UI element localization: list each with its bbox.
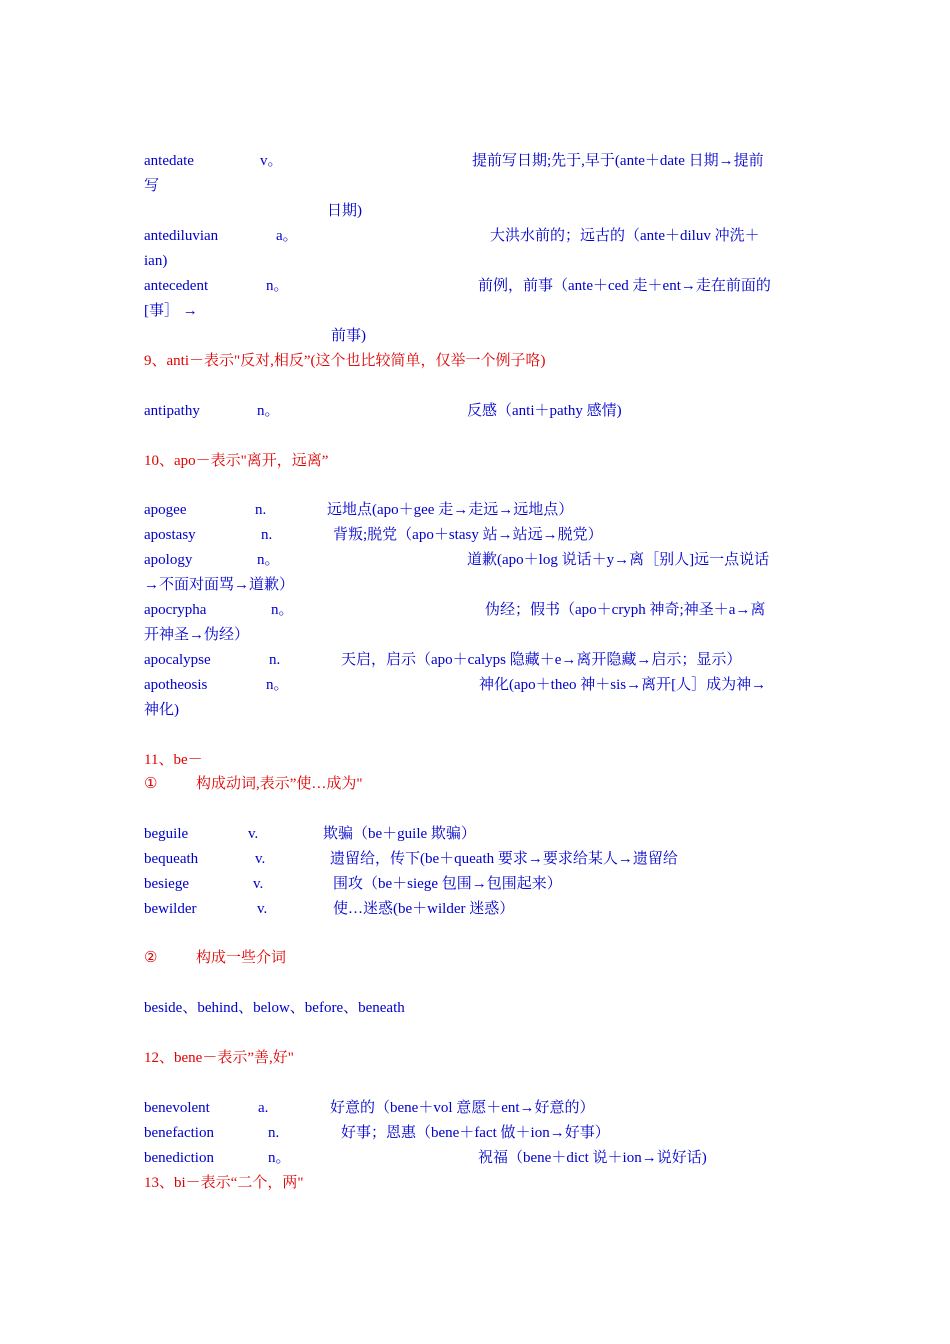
- part-of-speech: n。: [268, 1150, 291, 1166]
- definition: 伪经；假书（apo＋cryph 神奇;神圣＋a→离: [485, 602, 766, 618]
- definition: 祝福（bene＋dict 说＋ion→说好话): [478, 1150, 707, 1166]
- definition: 好意的（bene＋vol 意愿＋ent→好意的）: [330, 1100, 595, 1116]
- definition: 道歉(apo＋log 说话＋y→离［别人]远一点说话: [467, 552, 770, 568]
- part-of-speech: n.: [269, 652, 281, 668]
- definition-continued: 前事): [331, 328, 366, 344]
- subsection-heading: 构成动词,表示”使…成为": [196, 776, 363, 792]
- definition-continued: ian): [144, 253, 168, 269]
- section-heading: 13、bi－表示“二个，两": [144, 1175, 304, 1191]
- word: antecedent: [144, 278, 209, 294]
- part-of-speech: v。: [260, 153, 283, 169]
- part-of-speech: n。: [266, 278, 289, 294]
- definition: 提前写日期;先于,早于(ante＋date 日期→提前: [472, 153, 764, 169]
- word: benevolent: [144, 1100, 210, 1116]
- word: antedate: [144, 153, 194, 169]
- definition: 远地点(apo＋gee 走→走远→远地点）: [327, 502, 574, 518]
- part-of-speech: n.: [268, 1125, 280, 1141]
- word: benefaction: [144, 1125, 214, 1141]
- word: bewilder: [144, 901, 197, 917]
- part-of-speech: n。: [257, 552, 280, 568]
- definition: 遗留给，传下(be＋queath 要求→要求给某人→遗留给: [330, 851, 678, 867]
- definition-continued: 神化): [144, 702, 179, 718]
- section-heading: 10、apo－表示"离开，远离”: [144, 453, 329, 469]
- word: apocrypha: [144, 602, 207, 618]
- word: besiege: [144, 876, 189, 892]
- definition: 神化(apo＋theo 神＋sis→离开[人］成为神→: [479, 677, 767, 693]
- part-of-speech: n.: [261, 527, 273, 543]
- definition: 大洪水前的；远古的（ante＋diluv 冲洗＋: [490, 228, 760, 244]
- word: apostasy: [144, 527, 196, 543]
- word: bequeath: [144, 851, 199, 867]
- subsection-heading: 构成一些介词: [196, 950, 287, 966]
- section-heading: 9、anti－表示"反对,相反”(这个也比较简单，仅举一个例子咯): [144, 353, 546, 369]
- section-heading: 12、bene－表示”善,好": [144, 1050, 294, 1066]
- subsection-marker: ②: [144, 950, 158, 966]
- definition: 反感（anti＋pathy 感情): [467, 403, 622, 419]
- part-of-speech: a.: [258, 1100, 269, 1116]
- part-of-speech: n。: [266, 677, 289, 693]
- word: benediction: [144, 1150, 214, 1166]
- definition: 前例，前事（ante＋ced 走＋ent→走在前面的: [478, 278, 771, 294]
- part-of-speech: a。: [276, 228, 298, 244]
- word: antediluvian: [144, 228, 219, 244]
- word: apocalypse: [144, 652, 211, 668]
- part-of-speech: v.: [257, 901, 268, 917]
- part-of-speech: v.: [248, 826, 259, 842]
- part-of-speech: n。: [271, 602, 294, 618]
- definition: 围攻（be＋siege 包围→包围起来）: [333, 876, 562, 892]
- section-heading: 11、be－: [144, 752, 203, 768]
- definition-continued: [事］ →: [144, 303, 198, 319]
- definition: 背叛;脱党（apo＋stasy 站→站远→脱党）: [333, 527, 603, 543]
- subsection-marker: ①: [144, 776, 158, 792]
- word: apotheosis: [144, 677, 208, 693]
- definition-continued: 日期): [327, 203, 362, 219]
- definition: 使…迷惑(be＋wilder 迷惑）: [333, 901, 515, 917]
- word: apogee: [144, 502, 187, 518]
- definition-continued: 写: [144, 178, 160, 194]
- part-of-speech: n。: [257, 403, 280, 419]
- definition: 天启，启示（apo＋calyps 隐藏＋e→离开隐藏→启示；显示）: [341, 652, 742, 668]
- definition-continued: 开神圣→伪经）: [144, 627, 250, 643]
- definition-continued: →不面对面骂→道歉）: [144, 577, 295, 593]
- word: apology: [144, 552, 193, 568]
- part-of-speech: v.: [253, 876, 264, 892]
- preposition-list: beside、behind、below、before、beneath: [144, 1000, 405, 1016]
- word: antipathy: [144, 403, 200, 419]
- part-of-speech: v.: [255, 851, 266, 867]
- definition: 好事；恩惠（bene＋fact 做＋ion→好事）: [341, 1125, 610, 1141]
- word: beguile: [144, 826, 189, 842]
- definition: 欺骗（be＋guile 欺骗）: [323, 826, 476, 842]
- part-of-speech: n.: [255, 502, 267, 518]
